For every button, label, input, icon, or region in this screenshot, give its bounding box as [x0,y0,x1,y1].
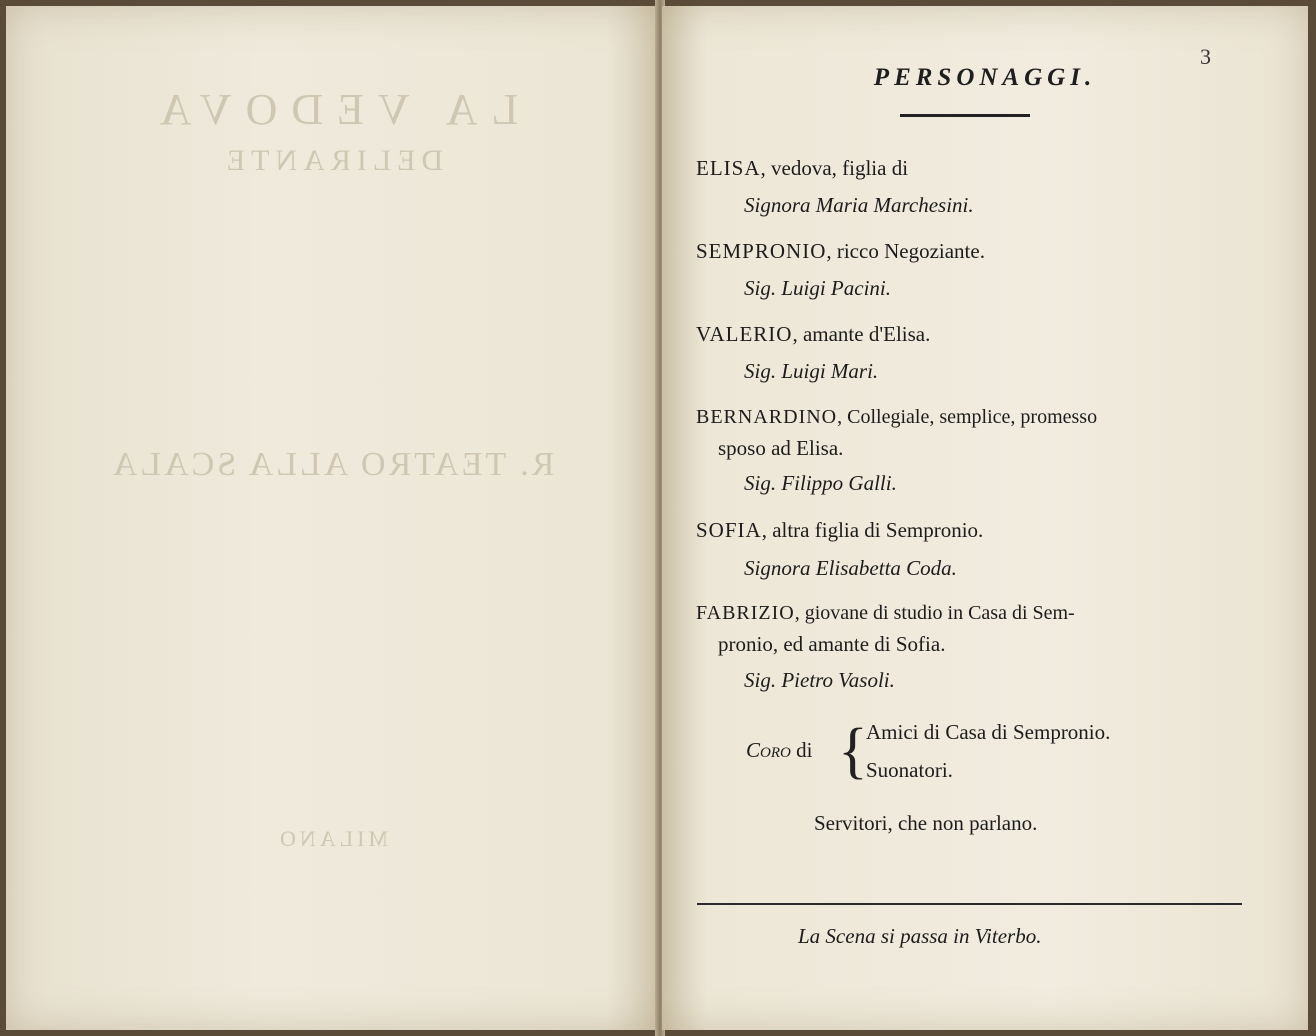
chorus-di: di [796,738,813,762]
chorus-brace: { [838,717,868,785]
character-name: ELISA [696,156,761,180]
chorus-member: Suonatori. [866,758,953,782]
bleed-through-city: MILANO [276,826,388,851]
chorus-member: Amici di Casa di Sempronio. [866,720,1111,744]
character-description: , amante d'Elisa. [792,322,931,346]
scene-setting: La Scena si passa in Viterbo. [798,924,1042,948]
character-actor: Sig. Luigi Pacini. [744,276,891,300]
bleed-through-title: LA VEDOVA [145,85,519,134]
character-description: , Collegiale, semplice, promesso [837,406,1098,428]
page-number: 3 [1200,44,1211,69]
character-description: , giovane di studio in Casa di Sem- [794,602,1075,624]
chorus-label [746,738,812,763]
character-actor: Signora Elisabetta Coda. [744,556,957,580]
character-description-continued: sposo ad Elisa. [718,436,844,460]
page-heading: PERSONAGGI. [873,64,1097,91]
character-description: , vedova, figlia di [760,156,909,180]
character-actor: Sig. Pietro Vasoli. [744,668,895,692]
servants-line: Servitori, che non parlano. [814,811,1038,835]
bottom-rule [697,903,1242,905]
character-description-continued: pronio, ed amante di Sofia. [718,632,946,656]
character-actor: Sig. Luigi Mari. [744,359,879,383]
character-name: FABRIZIO [696,602,795,624]
character-entry [696,156,908,181]
character-description: , altra figlia di Sempronio. [761,518,984,542]
character-entry [696,518,983,543]
bleed-through-subtitle: DELIRANTE [220,144,444,177]
character-description: , ricco Negoziante. [826,239,985,263]
chorus-title: Coro [746,738,791,762]
character-actor: Sig. Filippo Galli. [744,471,897,495]
character-name: SEMPRONIO [696,239,827,263]
character-entry [696,406,1097,429]
character-name: BERNARDINO [696,406,838,428]
character-actor: Signora Maria Marchesini. [744,193,974,217]
character-name: VALERIO [696,322,793,346]
bleed-through-theatre: R. TEATRO ALLA SCALA [109,446,555,483]
character-entry [696,602,1075,625]
character-name: SOFIA [696,518,762,542]
character-entry [696,322,930,347]
left-page [6,6,658,1030]
character-entry [696,239,985,264]
heading-rule [900,114,1030,117]
